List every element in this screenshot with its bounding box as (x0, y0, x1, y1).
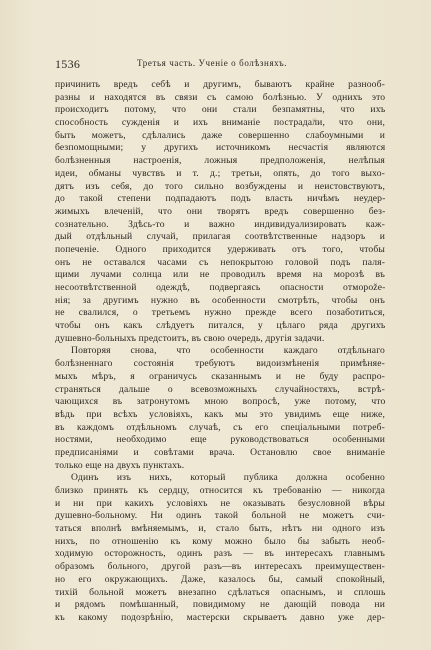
body-text (55, 79, 385, 625)
text-line: страняться дальше о всевозможныхъ случайностяхъ, встрѣ- (55, 383, 385, 395)
page-number: 1536 (55, 57, 81, 71)
text-line: только еще на двухъ пунктахъ. (55, 459, 185, 471)
text-line: болѣзненнаго состоянія требуютъ видоизмѣненія примѣняе- (55, 358, 385, 370)
running-title: Третья часть. Ученіе о болѣзняхъ. (137, 58, 288, 68)
text-line: къ какому подозрѣнію, мастерски скрываетъ давно уже дер- (55, 611, 385, 623)
text-line: болѣзненныя настроенія, ложныя предположенія, нелѣпыя (55, 155, 385, 167)
text-line: нія; за другимъ нужно въ особенности смотрѣть, чтобы онъ (55, 294, 385, 306)
text-line: способность сужденія и ихъ вниманіе пострадали, что они, (55, 117, 385, 129)
text-line: таться вполнѣ вмѣняемымъ, и, стало быть, нѣтъ ни одного изъ (55, 523, 385, 535)
text-line: образомъ больного, другой разъ—въ интересахъ преимуществен- (55, 561, 385, 573)
text-line: Повторяя снова, что особенности каждаго отдѣльнаго (71, 345, 385, 357)
text-line: мыхъ мѣръ, я ограничусь сказаннымъ и не буду распро- (55, 370, 386, 382)
text-line: причинить вредъ себѣ и другимъ, бываютъ крайне разнооб- (55, 79, 385, 90)
text-line: ходимую осторожность, одинъ разъ — въ интересахъ главнымъ (55, 548, 385, 560)
text-line: и ни при какихъ условіяхъ не оказывать безусловной вѣры (55, 497, 385, 509)
text-line: дый отдѣльный случай, прилагая соотвѣтственные надзоръ и (55, 231, 386, 243)
text-line: попеченіе. Одного приходится удерживать отъ того, чтобы (55, 243, 385, 255)
text-line: душевно-больныхъ предстоитъ, въ свою очередь, другія задачи. (55, 332, 325, 344)
text-line: не свалился, о третьемъ нужно прежде всего позаботиться, (55, 307, 385, 319)
text-line: до такой степени подпадаютъ подъ власть ничѣмъ неудер- (55, 193, 386, 205)
text-line: вѣдь при всѣхъ условіяхъ, какъ мы это увидимъ еще ниже, (55, 408, 385, 420)
text-line: нихъ, по отношенію къ кому можно было бы забыть необ- (55, 535, 385, 547)
page-header (55, 57, 385, 71)
text-line: щими лучами солнца или не проводилъ время на морозѣ въ (55, 269, 385, 281)
text-line: близко принять къ сердцу, относится къ требованію — никогда (55, 485, 385, 496)
text-line: дятъ изъ себя, до того сильно возбуждены и неистовствуютъ, (55, 180, 385, 192)
text-line: но его окружающихъ. Даже, казалось бы, самый спокойный, (55, 573, 385, 585)
text-line: чающихся въ затронутомъ мною вопросѣ, уже потому, что (55, 396, 386, 408)
text-line: безпомощными; у другихъ источникомъ несчастія являются (55, 142, 386, 154)
text-line: ностями, необходимо еще руководствоваться особенными (55, 434, 386, 446)
text-line: разны и находятся въ связи съ самою болѣзнью. У однихъ это (55, 91, 386, 103)
text-line: и рядомъ помѣшанный, повидимому не дающій повода ни (55, 599, 385, 611)
text-line: идеи, обманы чувствъ и т. д.; третьи, опять, до того выхо- (55, 167, 385, 179)
text-line: быть можетъ, сдѣлались даже совершенно слабоумными и (55, 129, 385, 141)
text-line: чтобы онъ какъ слѣдуетъ питался, у цѣлаго ряда другихъ (55, 320, 386, 332)
text-line: тихій больной можетъ внезапно сдѣлаться опаснымъ, и сплошь (55, 586, 386, 598)
text-line: несоотвѣтственной одеждѣ, подвергаясь опасности отморože- (55, 282, 386, 293)
text-line: предписаніями и совѣтами врача. Остановлю свое вниманіе (55, 446, 385, 458)
text-line: душевно-больному. Ни одинъ такой больной не можетъ счи- (55, 510, 385, 522)
text-line: жимыхъ влеченій, что они творятъ вредъ совершенно без- (55, 205, 386, 217)
text-line: онъ не оставался часами съ непокрытою головой подъ паля- (55, 256, 386, 268)
text-line: сознательно. Здѣсь-то и важно индивидуализировать каж- (55, 218, 385, 230)
text-line: въ каждомъ отдѣльномъ случаѣ, съ его спеціальными потреб- (55, 421, 385, 433)
text-line: Одинъ изъ нихъ, который публика должна особенно (71, 472, 385, 484)
text-line: происходитъ потому, что они стали безпамятны, что ихъ (55, 104, 386, 116)
